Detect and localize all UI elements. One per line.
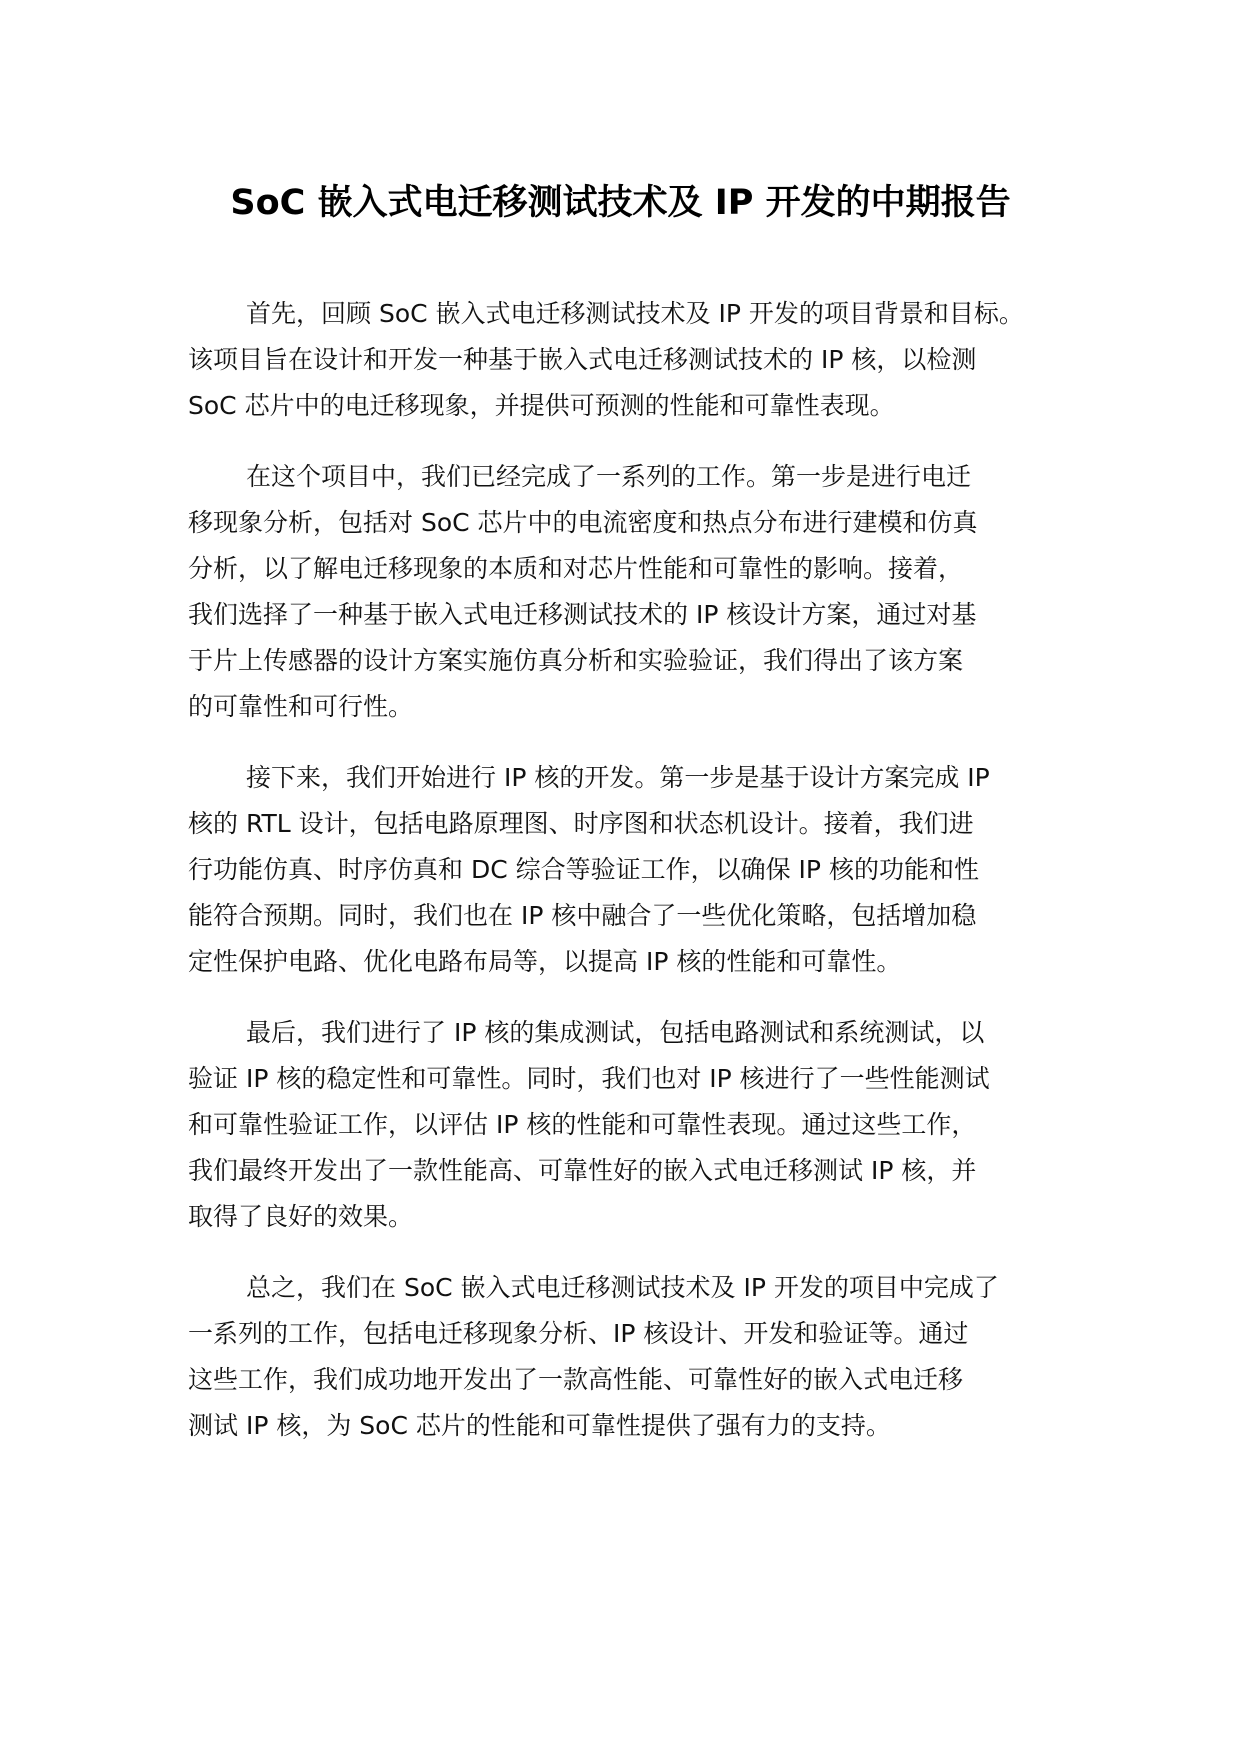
paragraph-line: 最后，我们进行了 IP 核的集成测试，包括电路测试和系统测试，以: [246, 1018, 985, 1047]
paragraph-1: [188, 291, 1068, 429]
paragraph-line: 这些工作，我们成功地开发出了一款高性能、可靠性好的嵌入式电迁移: [188, 1365, 964, 1394]
paragraph-line: 的可靠性和可行性。: [188, 692, 414, 721]
paragraph-line: 该项目旨在设计和开发一种基于嵌入式电迁移测试技术的 IP 核，以检测: [188, 345, 977, 374]
document-body: [188, 291, 1068, 1474]
paragraph-line: 总之，我们在 SoC 嵌入式电迁移测试技术及 IP 开发的项目中完成了: [246, 1273, 999, 1302]
paragraph-line: 一系列的工作，包括电迁移现象分析、IP 核设计、开发和验证等。通过: [188, 1319, 969, 1348]
paragraph-line: 移现象分析，包括对 SoC 芯片中的电流密度和热点分布进行建模和仿真: [188, 508, 978, 537]
paragraph-line: 我们最终开发出了一款性能高、可靠性好的嵌入式电迁移测试 IP 核，并: [188, 1156, 977, 1185]
paragraph-line: 取得了良好的效果。: [188, 1202, 414, 1231]
paragraph-2: [188, 454, 1068, 730]
paragraph-line: 我们选择了一种基于嵌入式电迁移测试技术的 IP 核设计方案，通过对基: [188, 600, 977, 629]
paragraph-3: [188, 755, 1068, 985]
paragraph-line: 测试 IP 核，为 SoC 芯片的性能和可靠性提供了强有力的支持。: [188, 1411, 891, 1440]
paragraph-line: 接下来，我们开始进行 IP 核的开发。第一步是基于设计方案完成 IP: [246, 763, 990, 792]
paragraph-5: [188, 1265, 1068, 1449]
paragraph-line: 首先，回顾 SoC 嵌入式电迁移测试技术及 IP 开发的项目背景和目标。: [246, 299, 1024, 328]
paragraph-line: 于片上传感器的设计方案实施仿真分析和实验验证，我们得出了该方案: [188, 646, 964, 675]
paragraph-4: [188, 1010, 1068, 1240]
paragraph-line: 和可靠性验证工作，以评估 IP 核的性能和可靠性表现。通过这些工作，: [188, 1110, 977, 1139]
paragraph-line: 验证 IP 核的稳定性和可靠性。同时，我们也对 IP 核进行了一些性能测试: [188, 1064, 990, 1093]
paragraph-line: 能符合预期。同时，我们也在 IP 核中融合了一些优化策略，包括增加稳: [188, 901, 977, 930]
paragraph-line: 在这个项目中，我们已经完成了一系列的工作。第一步是进行电迁: [246, 462, 972, 491]
document-title: SoC 嵌入式电迁移测试技术及 IP 开发的中期报告: [230, 183, 1011, 223]
paragraph-line: 核的 RTL 设计，包括电路原理图、时序图和状态机设计。接着，我们进: [188, 809, 974, 838]
paragraph-line: 行功能仿真、时序仿真和 DC 综合等验证工作，以确保 IP 核的功能和性: [188, 855, 979, 884]
paragraph-line: SoC 芯片中的电迁移现象，并提供可预测的性能和可靠性表现。: [188, 391, 895, 420]
paragraph-line: 分析，以了解电迁移现象的本质和对芯片性能和可靠性的影响。接着，: [188, 554, 964, 583]
paragraph-line: 定性保护电路、优化电路布局等，以提高 IP 核的性能和可靠性。: [188, 947, 902, 976]
